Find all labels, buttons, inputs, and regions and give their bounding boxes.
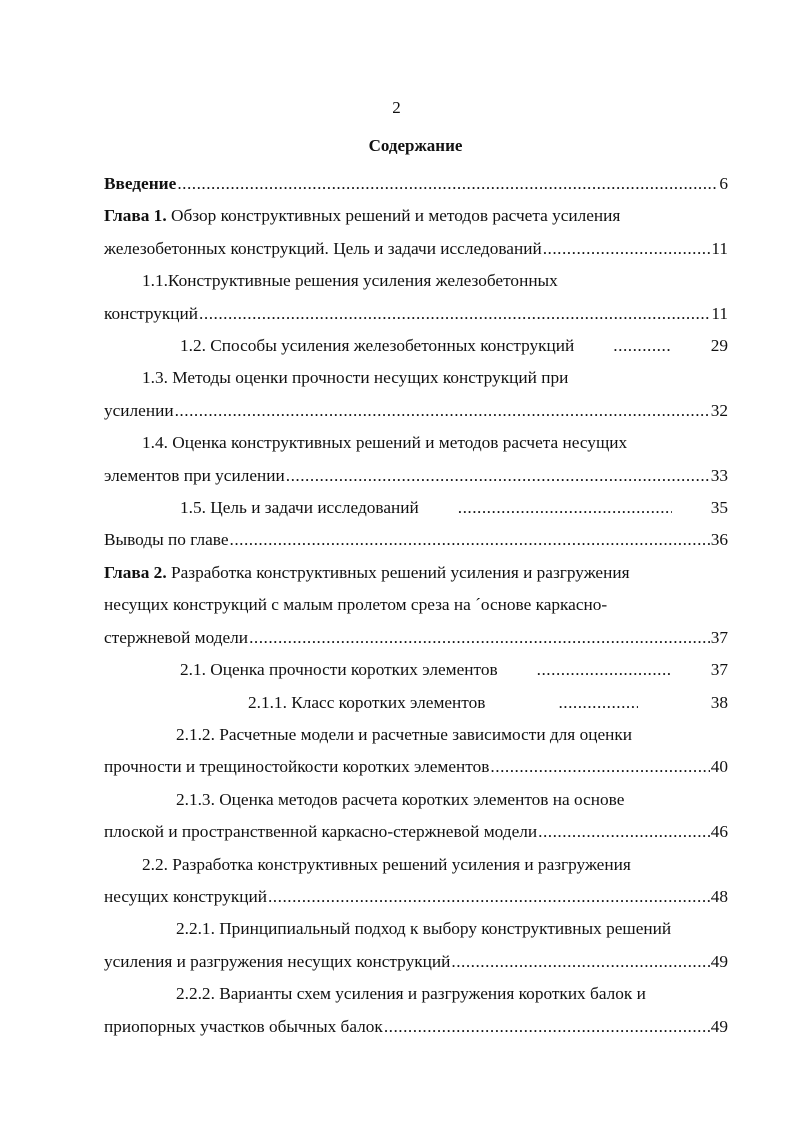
toc-entry-1-2[interactable]: 1.2. Способы усиления железобетонных конструкций ..... 29 (104, 330, 728, 362)
toc-entry-2-1-3[interactable]: 2.1.3. Оценка методов расчета коротких элементов на основе (176, 789, 625, 809)
page-ref: 6 (719, 174, 728, 193)
toc-entry-1-4[interactable]: 1.4. Оценка конструктивных решений и методов расчета несущих (142, 433, 628, 453)
toc-entry-2-2-end[interactable]: несущих конструкций ..... 48 (104, 881, 728, 913)
toc-entry-2-2-2-end[interactable]: приопорных участков обычных балок ..... 49 (104, 1011, 728, 1043)
entry-text: Обзор конструктивных решений и методов расчета усиления (170, 206, 621, 226)
toc-entry-1-4-end[interactable]: элементов при усилении ..... 33 (104, 460, 728, 492)
toc-entry-2-2[interactable]: 2.2. Разработка конструктивных решений усиления и разгружения (142, 854, 631, 874)
toc-entry-2-1-2-end[interactable]: прочности и трещиностойкости коротких элементов ..... 40 (104, 751, 728, 783)
page-ref: 35 (710, 498, 728, 518)
page-ref: 49 (710, 951, 728, 971)
toc-entry-2-2-1[interactable]: 2.2.1. Принципиальный подход к выбору конструктивных решений (176, 919, 672, 939)
page-ref: 36 (710, 530, 728, 550)
page-number: 2 (392, 98, 401, 117)
page-ref: 11 (711, 238, 728, 258)
page-title: Содержание (368, 136, 463, 155)
page-ref: 32 (710, 400, 728, 420)
page-ref: 33 (710, 465, 728, 485)
toc-entry-2-2-2[interactable]: 2.2.2. Варианты схем усиления и разгружения коротких балок и (176, 984, 646, 1004)
page-ref: 37 (710, 660, 728, 680)
page-ref: 37 (710, 627, 728, 647)
toc-entry-chapter-2-end[interactable]: стержневой модели ..... 37 (104, 622, 728, 654)
toc-entry-1-3-end[interactable]: усилении ..... 32 (104, 395, 728, 427)
toc-entry-2-1-2[interactable]: 2.1.2. Расчетные модели и расчетные зависимости для оценки (176, 724, 633, 744)
page-ref: 48 (710, 886, 728, 906)
toc-entry-2-1-1[interactable]: 2.1.1. Класс коротких элементов ..... 38 (104, 687, 728, 719)
toc-entry-conclusions[interactable]: Выводы по главе ..... 36 (104, 524, 728, 556)
page-ref: 40 (710, 757, 728, 777)
entry-text: Разработка конструктивных решений усиления и разгружения (170, 562, 630, 582)
toc-entry-chapter-1-end[interactable]: железобетонных конструкций. Цель и задачи исследований ..... 11 (104, 233, 728, 265)
chapter-label: Глава 2. (104, 562, 167, 582)
toc-entry-1-5[interactable]: 1.5. Цель и задачи исследований ..... 35 (104, 492, 728, 524)
toc-entry-1-1[interactable]: 1.1.Конструктивные решения усиления железобетонных (142, 271, 558, 291)
table-of-contents (104, 168, 728, 1043)
toc-entry-2-2-1-end[interactable]: усиления и разгружения несущих конструкций ..... 49 (104, 946, 728, 978)
toc-entry-chapter-1[interactable] (104, 200, 728, 232)
chapter-label: Глава 1. (104, 206, 167, 226)
toc-entry-introduction[interactable]: Введение ..... 6 (104, 168, 728, 200)
toc-entry-1-3[interactable]: 1.3. Методы оценки прочности несущих конструкций при (142, 368, 569, 388)
page-ref: 38 (710, 692, 728, 712)
toc-entry-1-1-end[interactable]: конструкций ..... 11 (104, 298, 728, 330)
toc-entry-2-1[interactable]: 2.1. Оценка прочности коротких элементов ..... 37 (104, 654, 728, 686)
toc-entry-chapter-2-middle: несущих конструкций с малым пролетом среза на ´основе каркасно- (104, 595, 608, 615)
toc-entry-chapter-2[interactable] (104, 557, 728, 589)
page-ref: 46 (710, 822, 728, 842)
toc-entry-2-1-3-end[interactable]: плоской и пространственной каркасно-стержневой модели ..... 46 (104, 816, 728, 848)
page-ref: 29 (710, 336, 728, 356)
page-ref: 49 (710, 1016, 728, 1036)
page-ref: 11 (711, 303, 728, 323)
